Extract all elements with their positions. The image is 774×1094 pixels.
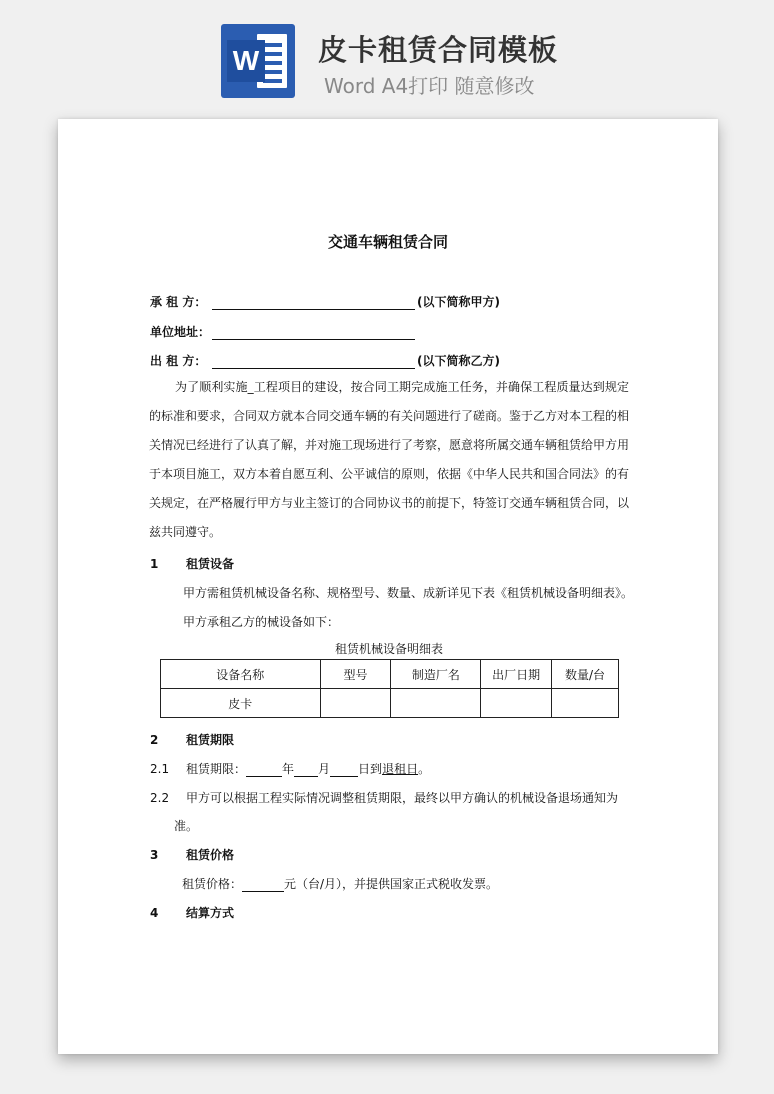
day-label: 日到: [358, 762, 383, 776]
header-model: 型号: [320, 660, 391, 689]
document-title: 交通车辆租赁合同: [327, 233, 448, 251]
lessor-suffix: (以下简称乙方): [417, 354, 500, 368]
header-equipment-name: 设备名称: [161, 660, 321, 689]
section-4-title: 结算方式: [186, 906, 235, 920]
intro-paragraph: 为了顺利实施_工程项目的建设，按合同工期完成施工任务，并确保工程质量达到规定的标准和要求，合同双方就本合同交通车辆的有关问题进行了磋商。鉴于乙方对本工程的相关情况已经进行了认真了解，并对施工现场进行了考察，愿意将所属交通车辆租赁给甲方用于本项目施工，双方本着自愿互利、公平诚信的原则，依据《中华人民共和国合同法》的有关规定，在严格履行甲方与业主签订的合同协议书的前提下，特签订交通车辆租赁合同，以兹共同遵守。: [149, 380, 630, 539]
section-4-number: 4: [150, 906, 159, 920]
item-2-2-number: 2.2: [150, 791, 170, 805]
item-2-2-line-2: 准。: [174, 819, 199, 833]
section-2-title: 租赁期限: [186, 733, 235, 747]
price-line: [182, 875, 498, 892]
item-2-1: [150, 760, 430, 777]
year-label: 年: [282, 762, 295, 776]
lessee-blank[interactable]: [212, 295, 415, 310]
address-blank[interactable]: [212, 325, 415, 340]
lessor-blank[interactable]: [212, 354, 415, 369]
banner: [0, 0, 774, 112]
lessee-label: 承 租 方：: [150, 295, 207, 309]
address-field: [150, 323, 417, 340]
item-2-1-prefix: 租赁期限：: [186, 762, 247, 776]
lessor-field: [150, 352, 500, 369]
word-logo-icon: [221, 24, 295, 98]
header-quantity: 数量/台: [552, 660, 619, 689]
header-production-date: 出厂日期: [481, 660, 552, 689]
cell-equipment-name[interactable]: 皮卡: [161, 689, 321, 718]
equipment-table: [160, 659, 619, 718]
section-4-heading: [150, 904, 234, 921]
cell-production-date[interactable]: [481, 689, 552, 718]
word-logo-letter: W: [227, 40, 265, 82]
table-caption: 租赁机械设备明细表: [334, 642, 443, 656]
lessor-label: 出 租 方：: [150, 354, 207, 368]
cell-model[interactable]: [320, 689, 391, 718]
section-1-line-2: 甲方承租乙方的械设备如下：: [183, 615, 340, 629]
month-blank[interactable]: [294, 763, 318, 777]
item-2-2-line-1: 甲方可以根据工程实际情况调整租赁期限，最终以甲方确认的机械设备退场通知为: [186, 791, 619, 805]
year-blank[interactable]: [246, 763, 282, 777]
section-3-number: 3: [150, 848, 159, 862]
table-header-row: [161, 660, 619, 689]
header-manufacturer: 制造厂名: [391, 660, 481, 689]
end-date-label: 退租日: [382, 762, 419, 776]
table-row: [161, 689, 619, 718]
section-3-title: 租赁价格: [186, 848, 235, 862]
section-2-heading: [150, 731, 234, 748]
section-1-number: 1: [150, 557, 159, 571]
item-2-1-period: 。: [418, 762, 431, 776]
lessee-suffix: (以下简称甲方): [417, 295, 500, 309]
item-2-1-number: 2.1: [150, 762, 170, 776]
price-suffix: 元（台/月），并提供国家正式税收发票。: [284, 877, 499, 891]
cell-quantity[interactable]: [552, 689, 619, 718]
section-2-number: 2: [150, 733, 159, 747]
section-1-title: 租赁设备: [186, 557, 235, 571]
banner-title: 皮卡租赁合同模板: [318, 33, 559, 67]
banner-subtitle: Word A4打印 随意修改: [324, 74, 535, 98]
item-2-2: [150, 789, 618, 806]
lessee-field: [150, 293, 500, 310]
day-blank[interactable]: [330, 763, 358, 777]
section-1-heading: [150, 555, 234, 572]
cell-manufacturer[interactable]: [391, 689, 481, 718]
price-prefix: 租赁价格：: [182, 877, 243, 891]
section-3-heading: [150, 846, 234, 863]
price-blank[interactable]: [242, 878, 284, 892]
section-1-line-1: 甲方需租赁机械设备名称、规格型号、数量、成新详见下表《租赁机械设备明细表》。: [183, 586, 634, 600]
document-page: [58, 119, 718, 1054]
month-label: 月: [318, 762, 331, 776]
address-label: 单位地址：: [150, 325, 211, 339]
